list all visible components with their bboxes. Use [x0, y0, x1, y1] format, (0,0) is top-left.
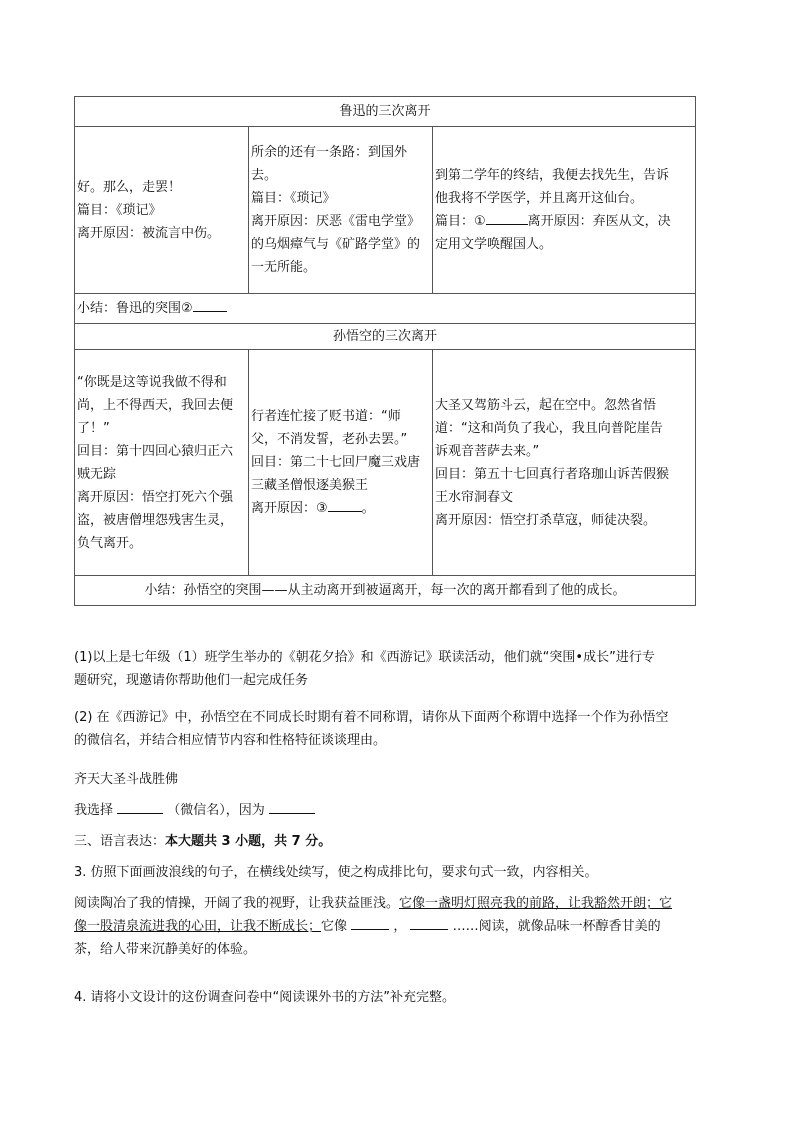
choose-line: 我选择 （微信名），因为: [74, 799, 724, 822]
question-1: (1)以上是七年级（1）班学生举办的《朝花夕拾》和《西游记》联读活动，他们就“突围•成长”进行专 题研究，现邀请你帮助他们一起完成任务: [74, 650, 655, 688]
wukong-summary: 小结：孙悟空的突围——从主动离开到被逼离开，每一次的离开都看到了他的成长。: [75, 576, 696, 606]
wavy-sentence-2: 像一股清泉流进我的心田，让我不断成长；: [74, 919, 322, 934]
luxun-title: 鲁迅的三次离开: [75, 97, 696, 127]
luxun-cell-1: 好。那么，走罢！ 篇目：《琐记》 离开原因：被流言中伤。: [75, 127, 249, 294]
answer-blank-2[interactable]: [193, 299, 227, 312]
question-3: 3. 仿照下面画波浪线的句子，在横线处续写，使之构成排比句，要求句式一致，内容相关。: [74, 865, 598, 880]
wukong-cell-1: “你既是这等说我做不得和 尚，上不得西天，我回去便 了！” 回目：第十四回心猿归正六 贼无踪 离开原因：悟空打死六个强 盗，被唐僧埋怨残害生灵， 负气离开。: [75, 350, 249, 576]
name-options: 齐天大圣斗战胜佛: [74, 772, 179, 787]
luxun-summary: 小结：鲁迅的突围②: [75, 294, 696, 324]
answer-blank-4[interactable]: [351, 917, 389, 930]
wavy-sentence-1: 它像一盏明灯照亮我的前路，让我豁然开朗；它: [399, 896, 673, 911]
wukong-title: 孙悟空的三次离开: [75, 324, 696, 350]
luxun-cell-2: 所余的还有一条路：到国外 去。 篇目：《琐记》 离开原因：厌恶《雷电学堂》 的乌烟瘴气与《矿路学堂》的 一无所能。: [249, 127, 433, 294]
luxun-cell-3: 到第二学年的终结，我便去找先生，告诉 他我将不学医学，并且离开这仙台。 篇目：① 离开原因：弃医从文，决 定用文学唤醒国人。: [433, 127, 696, 294]
question-2: (2) 在《西游记》中，孙悟空在不同成长时期有着不同称谓，请你从下面两个称谓中选择一个作为孙悟空 的微信名，并结合相应情节内容和性格特征谈谈理由。: [74, 710, 669, 748]
section-3-heading: 三、语言表达：本大题共 3 小题，共 7 分。: [74, 834, 332, 849]
comparison-table: [74, 96, 696, 606]
answer-blank-5[interactable]: [410, 917, 448, 930]
question-4: 4. 请将小文设计的这份调查问卷中“阅读课外书的方法”补充完整。: [74, 990, 456, 1005]
answer-blank-reason[interactable]: [269, 801, 315, 814]
answer-blank-3[interactable]: [328, 499, 362, 512]
wukong-cell-2: 行者连忙接了贬书道：“师 父，不消发誓，老孙去罢。” 回目：第二十七回尸魔三戏唐 三藏圣僧恨逐美猴王 离开原因：③ 。: [249, 350, 433, 576]
answer-blank-1[interactable]: [486, 212, 528, 225]
passage: 阅读陶冶了我的情操，开阔了我的视野，让我获益匪浅。它像一盏明灯照亮我的前路，让我豁然开朗；它 像一股清泉流进我的心田，让我不断成长；它像 ， ……阅读，就像品味一杯醇香甘美的 茶，给人带来沉静美好的体验。: [74, 896, 673, 957]
answer-blank-wechat-name[interactable]: [117, 801, 163, 814]
wukong-cell-3: 大圣又驾筋斗云，起在空中。忽然省悟 道：“这和尚负了我心，我且向普陀崖告 诉观音菩萨去来。” 回目：第五十七回真行者珞珈山诉苦假猴 王水帘洞春文 离开原因：悟空打杀草寇，师徒决裂。: [433, 350, 696, 576]
